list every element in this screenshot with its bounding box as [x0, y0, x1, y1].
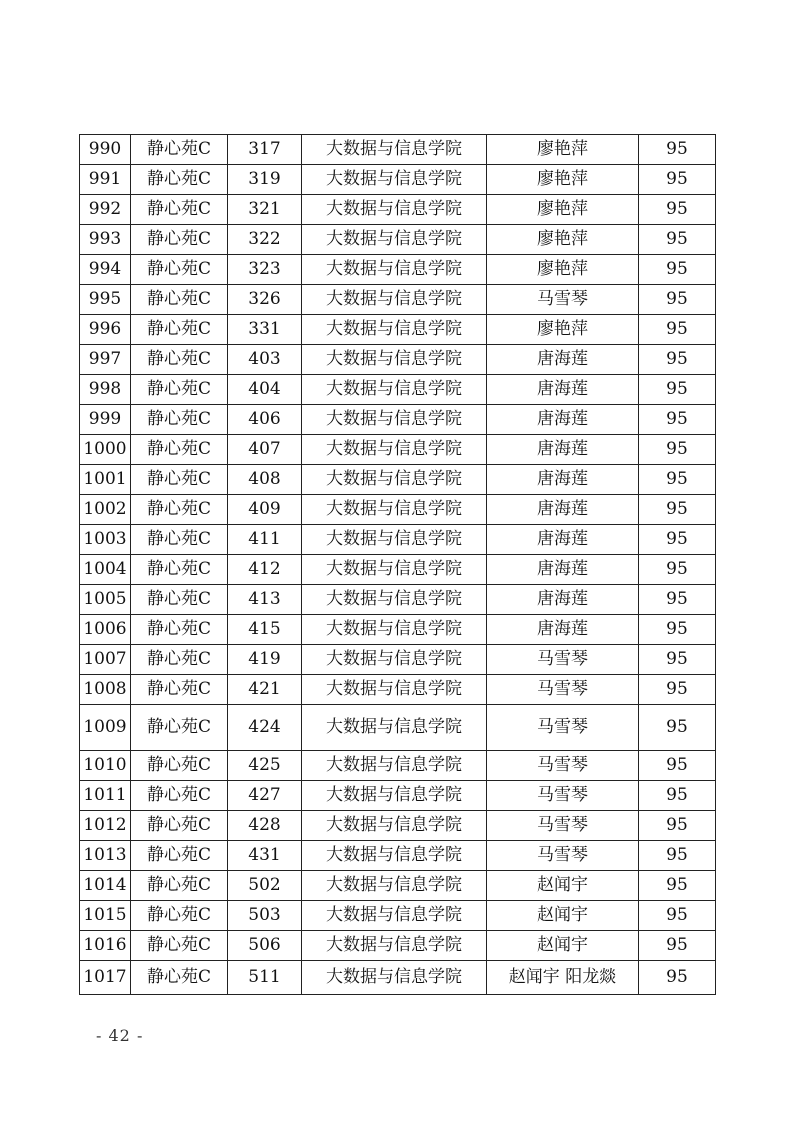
college-cell: 大数据与信息学院 [302, 781, 487, 811]
inspector-cell: 马雪琴 [487, 675, 639, 705]
table-row [80, 465, 716, 495]
score-cell: 95 [639, 255, 716, 285]
score-cell: 95 [639, 555, 716, 585]
row-index-cell: 997 [80, 345, 131, 375]
table-body [80, 135, 716, 995]
table-row [80, 135, 716, 165]
building-cell: 静心苑C [131, 135, 228, 165]
room-cell: 323 [228, 255, 302, 285]
row-index-cell: 992 [80, 195, 131, 225]
table-row [80, 931, 716, 961]
college-cell: 大数据与信息学院 [302, 435, 487, 465]
room-cell: 506 [228, 931, 302, 961]
table-row [80, 781, 716, 811]
row-index-cell: 998 [80, 375, 131, 405]
room-cell: 331 [228, 315, 302, 345]
row-index-cell: 1017 [80, 961, 131, 995]
table-row [80, 285, 716, 315]
building-cell: 静心苑C [131, 465, 228, 495]
building-cell: 静心苑C [131, 705, 228, 751]
college-cell: 大数据与信息学院 [302, 961, 487, 995]
room-cell: 326 [228, 285, 302, 315]
college-cell: 大数据与信息学院 [302, 615, 487, 645]
table-row [80, 705, 716, 751]
inspector-cell: 赵闻宇 [487, 931, 639, 961]
room-cell: 408 [228, 465, 302, 495]
row-index-cell: 1003 [80, 525, 131, 555]
inspector-cell: 唐海莲 [487, 375, 639, 405]
score-cell: 95 [639, 585, 716, 615]
score-cell: 95 [639, 645, 716, 675]
score-cell: 95 [639, 435, 716, 465]
score-cell: 95 [639, 525, 716, 555]
building-cell: 静心苑C [131, 751, 228, 781]
inspector-cell: 赵闻宇 阳龙燚 [487, 961, 639, 995]
college-cell: 大数据与信息学院 [302, 841, 487, 871]
room-cell: 322 [228, 225, 302, 255]
score-cell: 95 [639, 495, 716, 525]
college-cell: 大数据与信息学院 [302, 525, 487, 555]
inspector-cell: 唐海莲 [487, 405, 639, 435]
row-index-cell: 1013 [80, 841, 131, 871]
room-cell: 403 [228, 345, 302, 375]
row-index-cell: 999 [80, 405, 131, 435]
page-number: - 42 - [96, 1026, 144, 1045]
score-cell: 95 [639, 375, 716, 405]
inspector-cell: 赵闻宇 [487, 871, 639, 901]
table-row [80, 901, 716, 931]
room-cell: 319 [228, 165, 302, 195]
row-index-cell: 1008 [80, 675, 131, 705]
room-cell: 317 [228, 135, 302, 165]
score-cell: 95 [639, 811, 716, 841]
building-cell: 静心苑C [131, 225, 228, 255]
score-cell: 95 [639, 675, 716, 705]
room-cell: 407 [228, 435, 302, 465]
college-cell: 大数据与信息学院 [302, 285, 487, 315]
score-cell: 95 [639, 751, 716, 781]
college-cell: 大数据与信息学院 [302, 375, 487, 405]
college-cell: 大数据与信息学院 [302, 195, 487, 225]
college-cell: 大数据与信息学院 [302, 555, 487, 585]
row-index-cell: 995 [80, 285, 131, 315]
table-row [80, 525, 716, 555]
table-row [80, 751, 716, 781]
inspector-cell: 唐海莲 [487, 495, 639, 525]
row-index-cell: 996 [80, 315, 131, 345]
row-index-cell: 993 [80, 225, 131, 255]
college-cell: 大数据与信息学院 [302, 751, 487, 781]
building-cell: 静心苑C [131, 285, 228, 315]
score-cell: 95 [639, 285, 716, 315]
score-cell: 95 [639, 901, 716, 931]
table-row [80, 165, 716, 195]
table-row [80, 435, 716, 465]
room-score-table [79, 134, 716, 995]
score-cell: 95 [639, 465, 716, 495]
building-cell: 静心苑C [131, 435, 228, 465]
room-cell: 503 [228, 901, 302, 931]
row-index-cell: 1005 [80, 585, 131, 615]
table-row [80, 225, 716, 255]
building-cell: 静心苑C [131, 675, 228, 705]
row-index-cell: 994 [80, 255, 131, 285]
row-index-cell: 1012 [80, 811, 131, 841]
building-cell: 静心苑C [131, 931, 228, 961]
inspector-cell: 廖艳萍 [487, 165, 639, 195]
row-index-cell: 1001 [80, 465, 131, 495]
room-cell: 425 [228, 751, 302, 781]
row-index-cell: 1006 [80, 615, 131, 645]
row-index-cell: 1016 [80, 931, 131, 961]
building-cell: 静心苑C [131, 495, 228, 525]
college-cell: 大数据与信息学院 [302, 901, 487, 931]
college-cell: 大数据与信息学院 [302, 465, 487, 495]
college-cell: 大数据与信息学院 [302, 345, 487, 375]
college-cell: 大数据与信息学院 [302, 315, 487, 345]
score-cell: 95 [639, 165, 716, 195]
score-cell: 95 [639, 615, 716, 645]
college-cell: 大数据与信息学院 [302, 585, 487, 615]
building-cell: 静心苑C [131, 315, 228, 345]
table-row [80, 675, 716, 705]
college-cell: 大数据与信息学院 [302, 645, 487, 675]
building-cell: 静心苑C [131, 645, 228, 675]
college-cell: 大数据与信息学院 [302, 135, 487, 165]
room-cell: 427 [228, 781, 302, 811]
college-cell: 大数据与信息学院 [302, 705, 487, 751]
college-cell: 大数据与信息学院 [302, 811, 487, 841]
room-cell: 411 [228, 525, 302, 555]
room-cell: 404 [228, 375, 302, 405]
building-cell: 静心苑C [131, 811, 228, 841]
row-index-cell: 1011 [80, 781, 131, 811]
score-cell: 95 [639, 705, 716, 751]
building-cell: 静心苑C [131, 375, 228, 405]
row-index-cell: 1009 [80, 705, 131, 751]
score-cell: 95 [639, 961, 716, 995]
building-cell: 静心苑C [131, 195, 228, 225]
inspector-cell: 廖艳萍 [487, 135, 639, 165]
table-row [80, 375, 716, 405]
table-row [80, 405, 716, 435]
college-cell: 大数据与信息学院 [302, 255, 487, 285]
building-cell: 静心苑C [131, 841, 228, 871]
inspector-cell: 唐海莲 [487, 435, 639, 465]
building-cell: 静心苑C [131, 525, 228, 555]
inspector-cell: 唐海莲 [487, 345, 639, 375]
row-index-cell: 990 [80, 135, 131, 165]
table-row [80, 555, 716, 585]
room-cell: 431 [228, 841, 302, 871]
row-index-cell: 1002 [80, 495, 131, 525]
room-cell: 421 [228, 675, 302, 705]
building-cell: 静心苑C [131, 615, 228, 645]
room-cell: 419 [228, 645, 302, 675]
inspector-cell: 唐海莲 [487, 615, 639, 645]
inspector-cell: 马雪琴 [487, 781, 639, 811]
row-index-cell: 1010 [80, 751, 131, 781]
score-cell: 95 [639, 841, 716, 871]
room-cell: 511 [228, 961, 302, 995]
college-cell: 大数据与信息学院 [302, 931, 487, 961]
room-cell: 406 [228, 405, 302, 435]
table-row [80, 645, 716, 675]
table-row [80, 871, 716, 901]
inspector-cell: 唐海莲 [487, 585, 639, 615]
building-cell: 静心苑C [131, 165, 228, 195]
table-row [80, 495, 716, 525]
room-cell: 428 [228, 811, 302, 841]
building-cell: 静心苑C [131, 405, 228, 435]
room-cell: 502 [228, 871, 302, 901]
row-index-cell: 1007 [80, 645, 131, 675]
inspector-cell: 马雪琴 [487, 705, 639, 751]
room-cell: 412 [228, 555, 302, 585]
score-cell: 95 [639, 345, 716, 375]
inspector-cell: 赵闻宇 [487, 901, 639, 931]
inspector-cell: 马雪琴 [487, 285, 639, 315]
score-cell: 95 [639, 871, 716, 901]
building-cell: 静心苑C [131, 961, 228, 995]
inspector-cell: 廖艳萍 [487, 225, 639, 255]
table-row [80, 961, 716, 995]
score-cell: 95 [639, 225, 716, 255]
building-cell: 静心苑C [131, 901, 228, 931]
score-cell: 95 [639, 405, 716, 435]
room-cell: 409 [228, 495, 302, 525]
inspector-cell: 马雪琴 [487, 645, 639, 675]
building-cell: 静心苑C [131, 871, 228, 901]
table-row [80, 585, 716, 615]
row-index-cell: 1015 [80, 901, 131, 931]
building-cell: 静心苑C [131, 255, 228, 285]
college-cell: 大数据与信息学院 [302, 165, 487, 195]
table-row [80, 615, 716, 645]
inspector-cell: 廖艳萍 [487, 315, 639, 345]
table-row [80, 195, 716, 225]
room-cell: 415 [228, 615, 302, 645]
table-row [80, 345, 716, 375]
college-cell: 大数据与信息学院 [302, 225, 487, 255]
row-index-cell: 991 [80, 165, 131, 195]
building-cell: 静心苑C [131, 345, 228, 375]
score-cell: 95 [639, 195, 716, 225]
inspector-cell: 唐海莲 [487, 555, 639, 585]
college-cell: 大数据与信息学院 [302, 871, 487, 901]
building-cell: 静心苑C [131, 555, 228, 585]
inspector-cell: 唐海莲 [487, 465, 639, 495]
inspector-cell: 唐海莲 [487, 525, 639, 555]
room-cell: 424 [228, 705, 302, 751]
table-row [80, 315, 716, 345]
row-index-cell: 1000 [80, 435, 131, 465]
inspector-cell: 廖艳萍 [487, 195, 639, 225]
room-cell: 321 [228, 195, 302, 225]
inspector-cell: 马雪琴 [487, 841, 639, 871]
score-cell: 95 [639, 315, 716, 345]
inspector-cell: 廖艳萍 [487, 255, 639, 285]
building-cell: 静心苑C [131, 781, 228, 811]
inspector-cell: 马雪琴 [487, 811, 639, 841]
table-row [80, 811, 716, 841]
score-cell: 95 [639, 781, 716, 811]
college-cell: 大数据与信息学院 [302, 495, 487, 525]
inspector-cell: 马雪琴 [487, 751, 639, 781]
row-index-cell: 1004 [80, 555, 131, 585]
row-index-cell: 1014 [80, 871, 131, 901]
college-cell: 大数据与信息学院 [302, 675, 487, 705]
building-cell: 静心苑C [131, 585, 228, 615]
score-cell: 95 [639, 931, 716, 961]
score-cell: 95 [639, 135, 716, 165]
college-cell: 大数据与信息学院 [302, 405, 487, 435]
table-row [80, 255, 716, 285]
table-row [80, 841, 716, 871]
room-cell: 413 [228, 585, 302, 615]
